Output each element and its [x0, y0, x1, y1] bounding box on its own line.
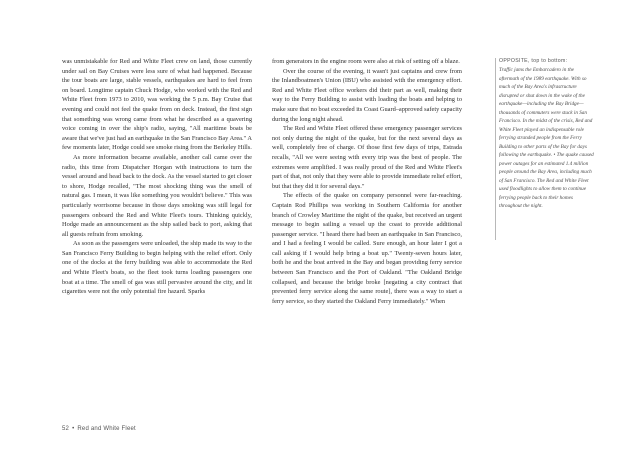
paragraph: Over the course of the evening, it wasn't just captains and crew from the Inlandboatmen's Union (IBU) who assisted with the emergency effort. Red and White Fleet office workers did their part as well, making their way to the Ferry Building to assist with loading the boats and helping to make sure that no boat exceeded its Coast Guard–approved safety capacity during the long night ahead. — [272, 67, 462, 123]
page-number: 52 — [62, 426, 70, 432]
body-column-left — [62, 57, 252, 297]
photo-caption-sidebar — [499, 57, 595, 211]
sidebar-divider — [495, 58, 496, 240]
body-column-right — [272, 57, 462, 306]
caption-label: OPPOSITE, top to bottom: — [499, 58, 568, 64]
paragraph: was unmistakable for Red and White Fleet crew on land, those currently under sail on Bay Cruises were less sure of what had happened. Because the tour boats are large, stable vessels, earthquakes are hard to feel from on board. Longtime captain Chuck Hodge, who worked with the Red and White Fleet from 1973 to 2010, was working the 5 p.m. Bay Cruise that evening and could not feel the quake from on deck. Instead, the first sign that something was wrong came from what he described as a quavering voice coming in over the ship's radio, saying, "All maritime boats be aware that we've just had an earthquake in the San Francisco Bay Area." A few moments later, Hodge could see smoke rising from the Berkeley Hills. — [62, 58, 252, 152]
paragraph: As more information became available, another call came over the radio, this time from Dispatcher Horgan with instructions to turn the vessel around and head back to the dock. As the vessel started to get closer to shore, Hodge recalled, "The most shocking thing was the smell of natural gas. I mean, it was like something you wouldn't believe." This was particularly worrisome because in those days smoking was still legal for passengers onboard the Red and White Fleet's tours. Thinking quickly, Hodge made an announcement as the ship sailed back to port, asking that all guests refrain from smoking. — [62, 153, 252, 238]
running-title: Red and White Fleet — [77, 426, 136, 432]
caption-text: Traffic jams the Embarcadero in the aftermath of the 1989 earthquake. With so much of the Bay Area's infrastructure disrupted or shut down in the wake of the earthquake—including the Bay Bridge—thousands of commuters were stuck in San Francisco. In the midst of the crisis, Red and White Fleet played an indispensable role ferrying stranded people from the Ferry Building to other parts of the Bay for days following the earthquake. • The quake caused power outages for an estimated 1.4 million people around the Bay Area, including much of San Francisco. The Red and White Fleet used floodlights to allow them to continue ferrying people back to their homes throughout the night. — [499, 67, 594, 209]
paragraph: The effects of the quake on company personnel were far-reaching. Captain Rod Phillips was working in Southern California for another branch of Crowley Maritime the night of the quake, but received an urgent message to begin sailing a vessel up the coast to provide additional passenger service. "I heard there had been an earthquake in San Francisco, and I had a feeling I would be called. Sure enough, an hour later I got a call asking if I would help bring a boat up." Twenty-seven hours later, both he and the boat arrived in the Bay and began providing ferry service between San Francisco and the Port of Oakland. "The Oakland Bridge collapsed, and because the bridge broke [negating a city contract that prevented ferry service along the same route], there was a way to start a ferry service, so they started the Oakland Ferry immediately." When — [272, 192, 462, 305]
page-footer — [62, 426, 136, 432]
paragraph: As soon as the passengers were unloaded, the ship made its way to the San Francisco Ferry Building to begin helping with the relief effort. Only one of the docks at the ferry building was able to accommodate the Red and White Fleet's boats, so the fleet took turns loading passengers one boat at a time. The smell of gas was still pervasive around the city, and lit cigarettes were not the only potential fire hazard. Sparks — [62, 240, 252, 296]
footer-separator: • — [72, 426, 75, 432]
paragraph: from generators in the engine room were also at risk of setting off a blaze. — [272, 58, 460, 65]
paragraph: The Red and White Fleet offered these emergency passenger services not only during the night of the quake, but for the next several days as well, completely free of charge. Of those first few days of trips, Estrada recalls, "All we were seeing with every trip was the best of people. The extremes were amplified. I was really proud of the Red and White Fleet's part of that, not only that they were able to provide immediate relief effort, but that they did it for several days." — [272, 125, 462, 190]
